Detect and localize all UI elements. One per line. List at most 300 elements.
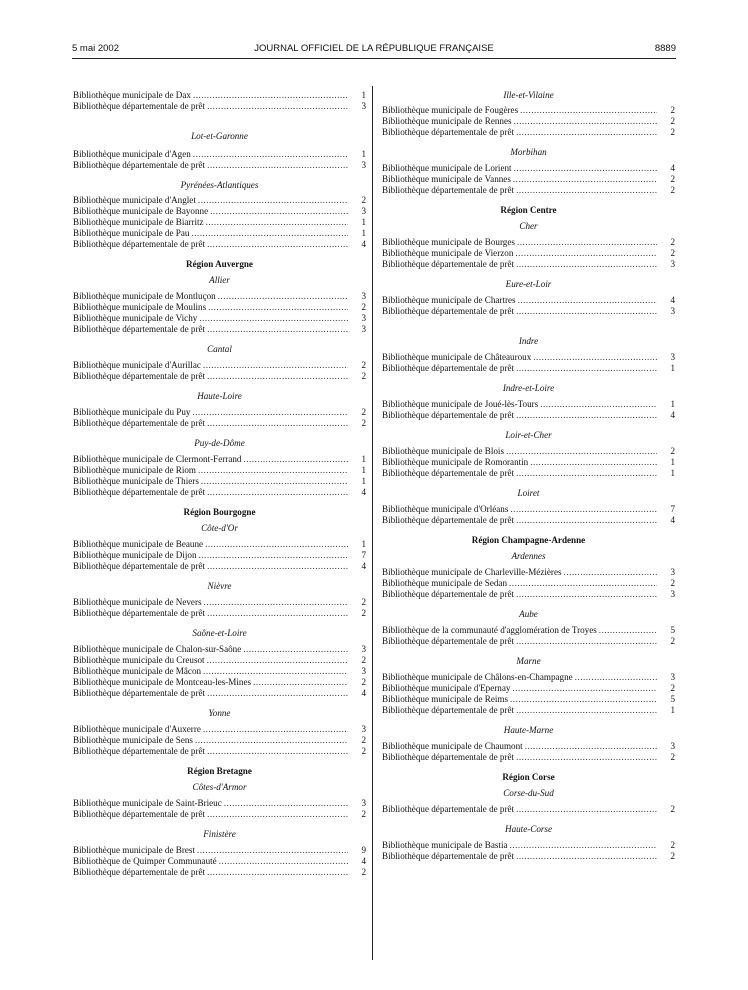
right-column [382,90,675,862]
spacer [73,142,366,149]
dot-leader [516,804,657,815]
dot-leader [192,407,348,418]
library-entry [73,324,366,335]
department-heading: Ardennes [511,551,546,561]
library-entry [382,352,675,363]
library-count: 1 [361,465,366,475]
library-count: 2 [361,677,366,687]
library-name: Bibliothèque départementale de prêt [382,363,515,373]
library-name: Bibliothèque municipale de Mâcon [73,666,202,676]
library-entry [382,851,675,862]
library-count: 1 [361,149,366,159]
library-name: Bibliothèque municipale de Romorantin [382,457,529,467]
library-count: 3 [361,724,366,734]
library-count: 1 [670,468,675,478]
dot-leader [198,195,348,206]
library-entry [382,237,675,248]
library-count: 4 [670,515,675,525]
spacer [382,763,675,772]
library-name: Bibliothèque municipale de Chartres [382,295,516,305]
dot-leader [208,302,348,313]
library-count: 3 [670,589,675,599]
library-count: 1 [670,457,675,467]
library-name: Bibliothèque municipale d'Epernay [382,683,511,693]
library-entry [382,515,675,526]
dot-leader [575,672,657,683]
library-entry [382,636,675,647]
dot-leader [243,644,348,655]
dot-leader [198,465,348,476]
library-name: Bibliothèque municipale d'Orléans [382,504,509,514]
library-count: 2 [361,746,366,756]
library-name: Bibliothèque départementale de prêt [382,468,515,478]
dot-leader [201,476,348,487]
library-entry [382,248,675,259]
library-count: 2 [361,407,366,417]
library-count: 2 [670,185,675,195]
library-name: Bibliothèque départementale de prêt [73,101,206,111]
library-name: Bibliothèque municipale d'Aurillac [73,360,201,370]
library-entry [73,550,366,561]
dot-leader [203,724,348,735]
column-divider [372,86,373,960]
dot-leader [516,468,657,479]
region-heading: Région Auvergne [186,259,253,269]
issue-date: 5 mai 2002 [72,43,120,54]
library-count: 1 [361,90,366,100]
dot-leader [191,228,348,239]
library-entry [382,306,675,317]
spacer [382,270,675,279]
dot-leader [243,454,348,465]
library-entry [73,608,366,619]
library-count: 4 [361,856,366,866]
department-heading: Indre [518,336,539,346]
library-entry [73,655,366,666]
department-heading: Loiret [517,488,540,498]
library-name: Bibliothèque municipale de Brest [73,845,195,855]
spacer [73,250,366,259]
library-count: 2 [361,302,366,312]
dot-leader [520,105,657,116]
dot-leader [219,856,348,867]
library-count: 2 [361,655,366,665]
library-name: Bibliothèque départementale de prêt [73,809,206,819]
library-name: Bibliothèque départementale de prêt [73,746,206,756]
dot-leader [207,487,348,498]
library-entry [382,694,675,705]
library-name: Bibliothèque départementale de prêt [73,371,206,381]
library-count: 2 [670,804,675,814]
dot-leader [516,636,657,647]
library-entry [73,302,366,313]
dot-leader [207,809,348,820]
library-entry [382,457,675,468]
library-count: 2 [361,809,366,819]
dot-leader [564,567,657,578]
library-name: Bibliothèque municipale de Charleville-Mézières [382,567,562,577]
spacer [73,619,366,628]
region-heading: Région Corse [502,772,555,782]
dot-leader [516,363,657,374]
library-name: Bibliothèque départementale de prêt [382,515,515,525]
dot-leader [516,410,657,421]
library-entry [73,239,366,250]
dot-leader [207,239,348,250]
library-entry [382,105,675,116]
department-heading: Indre-et-Loire [502,383,555,393]
library-entry [73,561,366,572]
dot-leader [516,752,657,763]
library-count: 4 [361,487,366,497]
dot-leader [533,352,657,363]
spacer [73,112,366,131]
library-name: Bibliothèque municipale de Dax [73,90,191,100]
library-entry [73,195,366,206]
library-entry [382,163,675,174]
library-name: Bibliothèque municipale de Thiers [73,476,199,486]
spacer [382,317,675,336]
spacer [73,757,366,766]
library-entry [73,101,366,112]
library-entry [73,867,366,878]
library-count: 4 [361,688,366,698]
dot-leader [510,694,657,705]
library-entry [382,840,675,851]
dot-leader [224,798,348,809]
library-name: Bibliothèque départementale de prêt [382,306,515,316]
library-name: Bibliothèque municipale de Rennes [382,116,512,126]
department-heading: Ille-et-Vilaine [503,90,554,100]
dot-leader [193,149,348,160]
library-count: 4 [670,163,675,173]
library-entry [73,644,366,655]
library-count: 2 [670,578,675,588]
library-count: 2 [361,867,366,877]
department-heading: Haute-Marne [503,725,554,735]
dot-leader [199,313,348,324]
library-count: 5 [670,625,675,635]
library-name: Bibliothèque départementale de prêt [382,410,515,420]
library-name: Bibliothèque départementale de prêt [73,324,206,334]
library-entry [382,589,675,600]
library-count: 3 [670,306,675,316]
library-name: Bibliothèque départementale de prêt [382,705,515,715]
spacer [382,647,675,656]
library-count: 1 [361,476,366,486]
dot-leader [207,324,348,335]
library-count: 1 [670,705,675,715]
department-heading: Corse-du-Sud [503,788,554,798]
library-count: 7 [670,504,675,514]
spacer [382,600,675,609]
library-count: 3 [361,324,366,334]
library-entry [382,399,675,410]
dot-leader [195,735,348,746]
library-count: 3 [361,798,366,808]
dot-leader [509,578,657,589]
spacer [73,335,366,344]
dot-leader [253,677,348,688]
spacer [73,699,366,708]
dot-leader [207,655,348,666]
library-entry [382,259,675,270]
library-entry [73,487,366,498]
library-entry [382,705,675,716]
dot-leader [203,360,348,371]
library-name: Bibliothèque municipale de Vichy [73,313,198,323]
dot-leader [514,163,657,174]
region-heading: Région Bourgogne [183,507,256,517]
library-entry [73,666,366,677]
region-heading: Région Centre [500,205,557,215]
library-name: Bibliothèque municipale de Blois [382,446,504,456]
department-heading: Finistère [203,829,236,839]
library-name: Bibliothèque départementale de prêt [73,487,206,497]
library-entry [382,410,675,421]
library-entry [382,185,675,196]
library-entry [73,149,366,160]
library-entry [73,476,366,487]
library-entry [73,465,366,476]
spacer [73,382,366,391]
dot-leader [513,174,657,185]
library-name: Bibliothèque municipale de Vannes [382,174,511,184]
dot-leader [207,688,348,699]
library-name: Bibliothèque municipale de Châteauroux [382,352,532,362]
library-name: Bibliothèque départementale de prêt [73,608,206,618]
dot-leader [514,116,657,127]
library-count: 3 [361,291,366,301]
library-name: Bibliothèque municipale de Reims [382,694,509,704]
library-entry [382,116,675,127]
dot-leader [510,504,657,515]
library-count: 2 [670,636,675,646]
library-name: Bibliothèque municipale de Bayonne [73,206,209,216]
dot-leader [207,371,348,382]
department-heading: Haute-Corse [505,824,552,834]
page-number: 8889 [654,43,676,54]
library-count: 3 [361,666,366,676]
library-name: Bibliothèque municipale de Clermont-Ferrand [73,454,242,464]
department-heading: Aube [519,609,538,619]
library-entry [73,597,366,608]
spacer [73,429,366,438]
library-name: Bibliothèque départementale de prêt [73,418,206,428]
library-entry [73,360,366,371]
spacer [73,572,366,581]
dot-leader [516,851,657,862]
dot-leader [199,550,349,561]
library-entry [73,371,366,382]
library-entry [382,363,675,374]
library-name: Bibliothèque municipale de Lorient [382,163,512,173]
library-entry [382,741,675,752]
dot-leader [218,291,348,302]
library-name: Bibliothèque municipale de Dijon [73,550,197,560]
department-heading: Puy-de-Dôme [194,438,245,448]
library-count: 2 [361,608,366,618]
library-count: 2 [670,237,675,247]
dot-leader [207,746,348,757]
library-count: 2 [361,735,366,745]
library-count: 3 [670,352,675,362]
dot-leader [512,683,657,694]
library-name: Bibliothèque municipale de Chalon-sur-Saône [73,644,242,654]
dot-leader [204,597,348,608]
spacer [73,498,366,507]
library-entry [73,291,366,302]
department-heading: Cher [519,221,538,231]
library-count: 2 [361,360,366,370]
library-name: Bibliothèque municipale d'Agen [73,149,191,159]
library-name: Bibliothèque départementale de prêt [382,804,515,814]
library-name: Bibliothèque municipale de Beaune [73,539,204,549]
library-entry [382,752,675,763]
library-count: 3 [361,160,366,170]
dot-leader [206,217,348,228]
library-name: Bibliothèque départementale de prêt [382,185,515,195]
library-entry [73,418,366,429]
department-heading: Nièvre [207,581,232,591]
library-entry [73,313,366,324]
library-count: 3 [361,644,366,654]
dot-leader [197,845,348,856]
library-entry [382,578,675,589]
library-count: 4 [670,410,675,420]
library-count: 2 [670,840,675,850]
dot-leader [516,515,657,526]
region-heading: Région Bretagne [187,766,252,776]
dot-leader [599,625,657,636]
dot-leader [207,867,348,878]
dot-leader [515,248,657,259]
dot-leader [207,561,348,572]
dot-leader [516,127,657,138]
library-count: 2 [670,105,675,115]
library-name: Bibliothèque municipale de Sedan [382,578,508,588]
library-name: Bibliothèque départementale de prêt [73,688,206,698]
library-count: 1 [361,228,366,238]
dot-leader [516,705,657,716]
library-entry [382,504,675,515]
library-count: 2 [670,248,675,258]
department-heading: Côtes-d'Armor [192,782,247,792]
library-name: Bibliothèque départementale de prêt [382,589,515,599]
spacer [73,171,366,180]
spacer [382,196,675,205]
spacer [382,138,675,147]
library-name: Bibliothèque municipale de Bastia [382,840,508,850]
library-entry [382,804,675,815]
library-count: 2 [670,127,675,137]
library-count: 3 [670,567,675,577]
library-count: 1 [670,363,675,373]
library-entry [382,683,675,694]
library-entry [73,539,366,550]
region-heading: Région Champagne-Ardenne [471,535,586,545]
department-heading: Morbihan [510,147,547,157]
library-count: 2 [670,851,675,861]
library-count: 4 [361,239,366,249]
dot-leader [510,840,657,851]
library-name: Bibliothèque municipale de Montluçon [73,291,216,301]
library-count: 9 [361,845,366,855]
spacer [382,479,675,488]
dot-leader [193,90,348,101]
library-count: 3 [670,672,675,682]
department-heading: Loir-et-Cher [505,430,552,440]
header-rule [72,58,676,59]
library-entry [73,688,366,699]
department-heading: Allier [209,275,230,285]
library-count: 2 [361,597,366,607]
library-entry [382,567,675,578]
department-heading: Haute-Loire [197,391,242,401]
dot-leader [516,306,657,317]
spacer [382,716,675,725]
library-name: Bibliothèque municipale du Puy [73,407,191,417]
dot-leader [205,539,348,550]
library-entry [382,625,675,636]
library-count: 1 [361,454,366,464]
library-count: 3 [361,101,366,111]
library-entry [73,228,366,239]
department-heading: Cantal [207,344,232,354]
library-name: Bibliothèque municipale de Vierzon [382,248,514,258]
library-count: 5 [670,694,675,704]
dot-leader [203,666,348,677]
dot-leader [516,259,657,270]
library-name: Bibliothèque municipale de Riom [73,465,196,475]
library-entry [73,454,366,465]
library-count: 7 [361,550,366,560]
library-entry [73,856,366,867]
department-heading: Saône-et-Loire [192,628,247,638]
library-entry [382,174,675,185]
library-count: 3 [670,259,675,269]
library-name: Bibliothèque départementale de prêt [382,127,515,137]
department-heading: Eure-et-Loir [505,279,552,289]
library-count: 4 [361,561,366,571]
spacer [73,820,366,829]
library-count: 1 [361,217,366,227]
library-name: Bibliothèque municipale de Nevers [73,597,202,607]
dot-leader [207,418,348,429]
library-entry [73,677,366,688]
library-name: Bibliothèque municipale de Bourges [382,237,515,247]
library-entry [73,217,366,228]
dot-leader [530,457,657,468]
library-count: 3 [361,206,366,216]
spacer [382,421,675,430]
dot-leader [525,741,657,752]
library-count: 2 [670,116,675,126]
library-name: Bibliothèque municipale de Fougères [382,105,519,115]
library-count: 2 [361,371,366,381]
library-entry [73,746,366,757]
library-count: 2 [670,752,675,762]
library-name: Bibliothèque départementale de prêt [382,752,515,762]
library-entry [73,90,366,101]
library-count: 2 [670,446,675,456]
spacer [382,526,675,535]
library-name: Bibliothèque municipale de Biarritz [73,217,204,227]
library-entry [73,845,366,856]
library-name: Bibliothèque municipale de Pau [73,228,190,238]
department-heading: Yonne [208,708,231,718]
library-name: Bibliothèque de Quimper Communauté [73,856,217,866]
